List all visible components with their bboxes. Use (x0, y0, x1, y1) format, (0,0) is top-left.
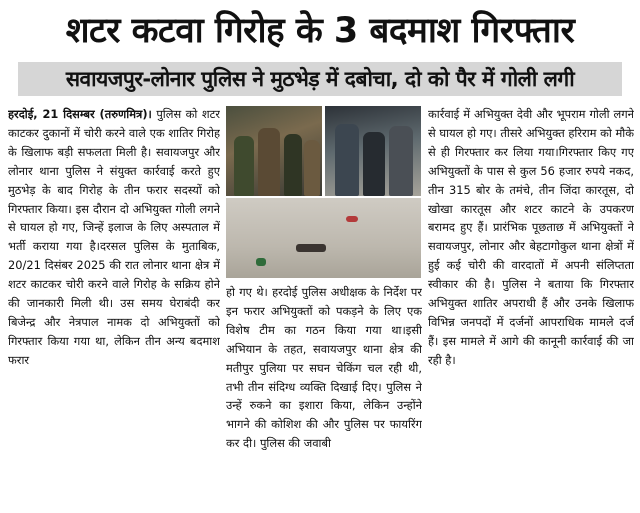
article-column-1 (8, 105, 220, 510)
photo-police-with-accused (226, 106, 322, 196)
headline: शटर कटवा गिरोह के 3 बदमाश गिरफ्तार (65, 10, 575, 51)
article-column-3 (428, 105, 634, 510)
photo-arrested-men (325, 106, 421, 196)
article-column-1-text: पुलिस को शटर काटकर दुकानों में चोरी करने वाले एक शातिर गिरोह के खिलाफ बड़ी सफलता मिली है। सवायजपुर और लोनार थाना पुलिस ने संयुक्त कार्रवाई करते हुए मुठभेड़ के बाद गिरोह के तीन फरार सदस्यों को गिरफ्तार किया। इस दौरान दो अभियुक्त गोली लगने से घायल हो गए, जिन्हें इलाज के लिए अस्पताल में भर्ती कराया गया है।दरसल पुलिस के मुताबिक, 20/21 दिसंबर 2025 की रात लोनार थाना क्षेत्र में शटर काटकर चोरी करने वाले गिरोह के सक्रिय होने की जानकारी मिली थी। उस समय घेराबंदी कर बिजेन्द्र और नेत्रपाल नामक दो अभियुक्तों को गिरफ्तार किया गया था, लेकिन तीन अन्य बदमाश फरार (8, 107, 220, 367)
subheadline: सवायजपुर-लोनार पुलिस ने मुठभेड़ में दबोचा, दो को पैर में गोली लगी (18, 62, 622, 96)
article-column-3-text: कार्रवाई में अभियुक्त देवी और भूपराम गोली लगने से घायल हो गए। तीसरे अभियुक्त हरिराम को मौके से ही गिरफ्तार कर लिया गया।गिरफ्तार किए गए अभियुक्तों के पास से कुल 56 हजार रुपये नकद, तीन 315 बोर के तमंचे, तीन जिंदा कारतूस, दो खोखा कारतूस और शटर काटने के उपकरण बरामद हुए हैं। प्रारंभिक पूछताछ में अभियुक्तों ने सवायजपुर, लोनार और बेहटागोकुल थाना क्षेत्रों में हुई कई चोरी की वारदातों में अपनी संलिप्तता स्वीकार की है। पुलिस ने बताया कि गिरफ्तार अभियुक्त शातिर अपराधी हैं और उनके खिलाफ विभिन्न जनपदों में दर्जनों आपराधिक मामले दर्ज हैं। इस मामले में आगे की कानूनी कार्रवाई की जा रही है। (428, 107, 634, 367)
dateline: हरदोई, 21 दिसम्बर (तरुणमित्र)। (8, 107, 152, 121)
photo-recovered-items (226, 198, 421, 278)
article-column-2 (226, 283, 422, 511)
article-column-2-text: हो गए थे। हरदोई पुलिस अधीक्षक के निर्देश पर इन फरार अभियुक्तों को पकड़ने के लिए एक विशेष टीम का गठन किया गया था।इसी अभियान के तहत, सवायजपुर थाना क्षेत्र की मतीपुर पुलिया पर सघन चेकिंग चल रही थी, तभी तीन संदिग्ध व्यक्ति दिखाई दिए। पुलिस ने उन्हें रुकने का इशारा किया, लेकिन उन्होंने भागने की कोशिश की और पुलिस पर फायरिंग कर दी। पुलिस की जवाबी (226, 285, 422, 451)
